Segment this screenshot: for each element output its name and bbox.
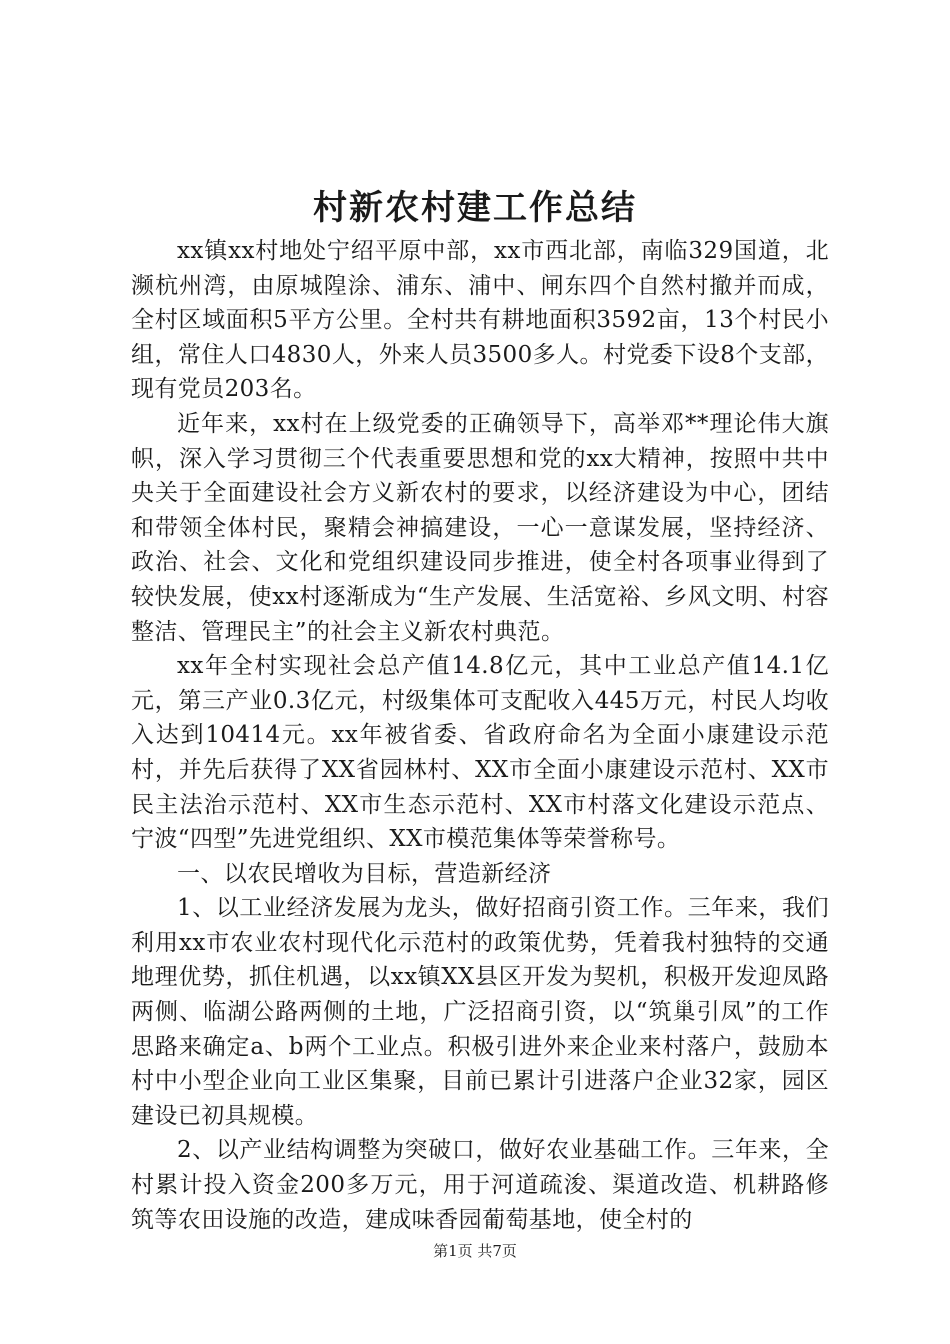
page-number-footer: 第1页 共7页 — [433, 1242, 517, 1260]
document-title: 村新农村建工作总结 — [313, 188, 637, 228]
paragraph-intro: xx镇xx村地处宁绍平原中部，xx市西北部，南临329国道，北濒杭州湾，由原城隍涂、浦东、浦中、闸东四个自然村撤并而成，全村区域面积5平方公里。全村共有耕地面积3592亩，13个村民小组，常住人口4830人，外来人员3500多人。村党委下设8个支部，现有党员203名。 — [131, 238, 829, 403]
document-body — [131, 234, 829, 1237]
paragraph-economic-figures: xx年全村实现社会总产值14.8亿元，其中工业总产值14.1亿元，第三产业0.3亿元，村级集体可支配收入445万元，村民人均收入达到10414元。xx年被省委、省政府命名为全面小康建设示范村，并先后获得了XX省园林村、XX市全面小康建设示范村、XX市民主法治示范村、XX市生态示范村、XX市村落文化建设示范点、宁波“四型”先进党组织、XX市模范集体等荣誉称号。 — [131, 653, 829, 853]
paragraph-industry: 1、以工业经济发展为龙头，做好招商引资工作。三年来，我们利用xx市农业农村现代化示范村的政策优势，凭着我村独特的交通地理优势，抓住机遇，以xx镇XX县区开发为契机，积极开发迎凤路两侧、临湖公路两侧的土地，广泛招商引资，以“筑巢引凤”的工作思路来确定a、b两个工业点。积极引进外来企业来村落户，鼓励本村中小型企业向工业区集聚，目前已累计引进落户企业32家，园区建设已初具规模。 — [131, 895, 829, 1129]
paragraph-agriculture: 2、以产业结构调整为突破口，做好农业基础工作。三年来，全村累计投入资金200多万元，用于河道疏浚、渠道改造、机耕路修筑等农田设施的改造，建成味香园葡萄基地，使全村的 — [131, 1137, 829, 1233]
section-heading-1: 一、以农民增收为目标，营造新经济 — [177, 860, 552, 887]
paragraph-achievements-overview: 近年来，xx村在上级党委的正确领导下，高举邓**理论伟大旗帜，深入学习贯彻三个代表重要思想和党的xx大精神，按照中共中央关于全面建设社会方义新农村的要求，以经济建设为中心，团结和带领全体村民，聚精会神搞建设，一心一意谋发展，坚持经济、政治、社会、文化和党组织建设同步推进，使全村各项事业得到了较快发展，使xx村逐渐成为“生产发展、生活宽裕、乡风文明、村容整洁、管理民主”的社会主义新农村典范。 — [131, 410, 829, 645]
